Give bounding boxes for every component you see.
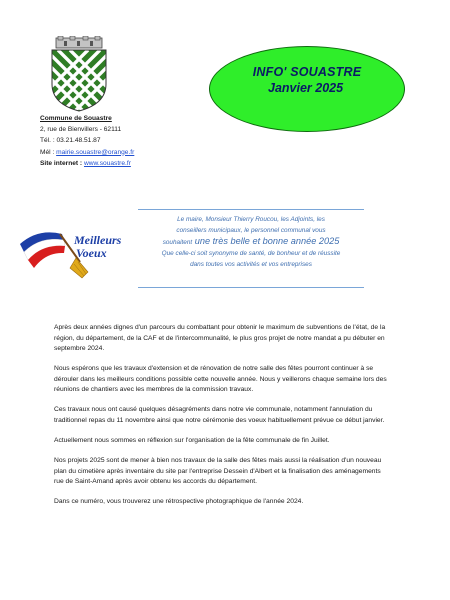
paragraph-4: Actuellement nous sommes en réflexion sur l'organisation de la fête communale de fin Juillet. xyxy=(54,436,330,444)
mail-label: Mél : xyxy=(40,148,55,156)
coat-of-arms-icon xyxy=(44,36,114,112)
site-label: Site internet : xyxy=(40,159,83,167)
phone: Tél. : 03.21.48.51.87 xyxy=(40,137,101,145)
site-link[interactable]: www.souastre.fr xyxy=(83,159,131,167)
paragraph-3: Ces travaux nous ont causé quelques désagréments dans notre vie communale, notamment l'annulation du traditionnel repas du 11 novembre ainsi que notre cérémonie des voeux habituellement prévue ce début janvier. xyxy=(54,406,385,424)
org-name: Commune de Souastre xyxy=(40,115,112,122)
paragraph-1: Après deux années dignes d'un parcours du combattant pour obtenir le maximum de subventions de l'état, de la région, du département, de la CAF et de l'intercommunalité, le plus gros projet de notre mandat a pu débuter en septembre 2024. xyxy=(54,324,386,353)
greeting-line-3-highlight: une très belle et bonne année 2025 xyxy=(192,236,340,246)
paragraph-2: Nous espérons que les travaux d'extension et de rénovation de notre salle des fêtes pourront continuer à se dérouler dans les meilleurs conditions possible cette nouvelle année. Nous y veillerons chaque semaine lors des réunions de chantiers avec les membres de la commission travaux. xyxy=(54,365,387,394)
banner-title: INFO' SOUASTRE xyxy=(252,65,362,79)
greeting-top-rule xyxy=(138,209,364,210)
mail-link[interactable]: mairie.souastre@orange.fr xyxy=(56,148,135,156)
greeting-line-3 xyxy=(138,236,364,248)
greeting-art-line1: Meilleurs xyxy=(74,233,122,247)
greeting-line-3-pre: souhaitent xyxy=(162,239,193,246)
greeting-message xyxy=(138,214,364,270)
greeting-line-5: dans toutes vos activités et vos entreprises xyxy=(190,261,312,268)
site-row xyxy=(40,158,134,169)
greeting-art-line2: Voeux xyxy=(76,246,107,260)
greeting-line-1: Le maire, Monsieur Thierry Roucou, les Adjoints, les xyxy=(177,216,325,223)
editorial-body xyxy=(54,323,390,517)
meilleurs-voeux-graphic xyxy=(18,222,138,282)
greeting-line-4: Que celle-ci soit synonyme de santé, de bonheur et de réussite xyxy=(161,250,341,257)
greeting-line-2: conseillers municipaux, le personnel communal vous xyxy=(176,227,326,234)
paragraph-6: Dans ce numéro, vous trouverez une rétrospective photographique de l'année 2024. xyxy=(54,498,304,506)
banner-subtitle: Janvier 2025 xyxy=(268,81,344,95)
address: 2, rue de Bienvillers - 62111 xyxy=(40,126,122,134)
contact-block xyxy=(40,113,134,169)
paragraph-5: Nos projets 2025 sont de mener à bien nos travaux de la salle des fêtes mais aussi la réalisation d'un nouveau plan du cimetière après inventaire du site par l'entreprise Dessein d'Albert et la finalisation des aménagements rue de Saint-Amand après avoir obtenu les accords du département. xyxy=(54,456,382,486)
greeting-bottom-rule xyxy=(138,287,364,288)
mail-row xyxy=(40,147,134,158)
title-banner xyxy=(209,46,405,132)
